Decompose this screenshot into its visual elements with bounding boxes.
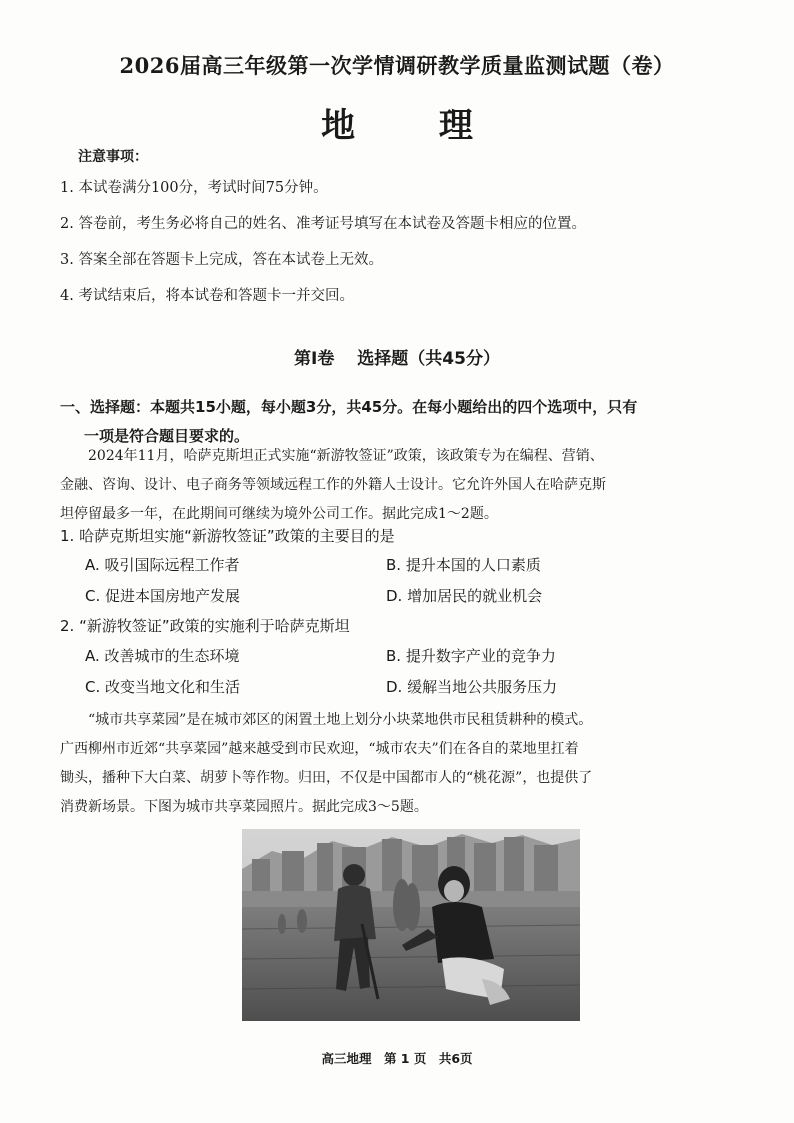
notice-item: 4. 考试结束后，将本试卷和答题卡一并交回。 bbox=[60, 288, 354, 304]
subject-title: 地 理 bbox=[321, 106, 509, 146]
question-stem: 1. 哈萨克斯坦实施“新游牧签证”政策的主要目的是 bbox=[60, 527, 395, 545]
option-d: D. 缓解当地公共服务压力 bbox=[386, 678, 558, 696]
instruction-line: 一、选择题：本题共15小题，每小题3分，共45分。在每小题给出的四个选项中，只有 bbox=[60, 398, 638, 416]
question-stem: 2. “新游牧签证”政策的实施利于哈萨克斯坦 bbox=[60, 617, 350, 635]
notice-item: 2. 答卷前，考生务必将自己的姓名、准考证号填写在本试卷及答题卡相应的位置。 bbox=[60, 216, 586, 232]
passage-2 bbox=[60, 706, 730, 822]
section-title: 第Ⅰ卷 选择题（共45分） bbox=[294, 349, 500, 369]
notice-item: 1. 本试卷满分100分，考试时间75分钟。 bbox=[60, 180, 328, 196]
option-b: B. 提升数字产业的竞争力 bbox=[386, 647, 556, 665]
notice-list bbox=[60, 178, 586, 322]
passage-1 bbox=[60, 442, 730, 529]
notice-heading: 注意事项： bbox=[78, 149, 148, 165]
passage-line: “城市共享菜园”是在城市郊区的闲置土地上划分小块菜地供市民租赁耕种的模式。 bbox=[88, 712, 593, 728]
page-title: 2026届高三年级第一次学情调研教学质量监测试题（卷） bbox=[119, 53, 675, 78]
page-footer: 高三地理 第 1 页 共6页 bbox=[321, 1051, 473, 1066]
photo-illustration bbox=[242, 829, 580, 1021]
passage-line: 金融、咨询、设计、电子商务等领域远程工作的外籍人士设计。它允许外国人在哈萨克斯 bbox=[60, 477, 606, 493]
passage-line: 广西柳州市近郊“共享菜园”越来越受到市民欢迎，“城市农夫”们在各自的菜地里扛着 bbox=[60, 741, 579, 757]
passage-line: 消费新场景。下图为城市共享菜园照片。据此完成3～5题。 bbox=[60, 799, 428, 815]
option-c: C. 促进本国房地产发展 bbox=[85, 587, 241, 605]
shared-garden-photo bbox=[242, 829, 580, 1021]
option-d: D. 增加居民的就业机会 bbox=[386, 587, 543, 605]
passage-line: 锄头，播种下大白菜、胡萝卜等作物。归田，不仅是中国都市人的“桃花源”，也提供了 bbox=[60, 770, 593, 786]
option-c: C. 改变当地文化和生活 bbox=[85, 678, 241, 696]
notice-item: 3. 答案全部在答题卡上完成，答在本试卷上无效。 bbox=[60, 252, 383, 268]
passage-line: 坦停留最多一年，在此期间可继续为境外公司工作。据此完成1～2题。 bbox=[60, 506, 498, 522]
option-a: A. 改善城市的生态环境 bbox=[85, 647, 240, 665]
option-b: B. 提升本国的人口素质 bbox=[386, 556, 541, 574]
option-a: A. 吸引国际远程工作者 bbox=[85, 556, 240, 574]
passage-line: 2024年11月，哈萨克斯坦正式实施“新游牧签证”政策，该政策专为在编程、营销、 bbox=[88, 448, 604, 464]
instruction-line: 一项是符合题目要求的。 bbox=[84, 427, 250, 445]
